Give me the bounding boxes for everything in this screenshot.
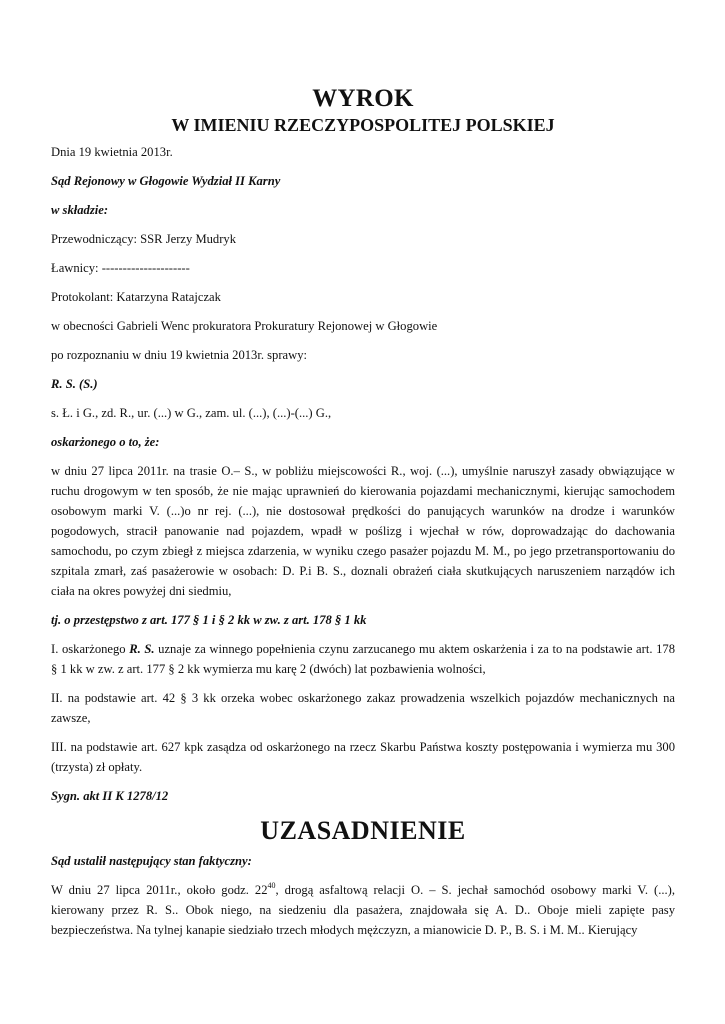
facts-paragraph-start: W dniu 27 lipca 2011r., około godz. 22	[51, 883, 268, 897]
verdict-item-3: III. na podstawie art. 627 kpk zasądza od oskarżonego na rzecz Skarbu Państwa koszty postępowania i wymierza mu 300 (trzysta) zł opłaty.	[51, 740, 675, 774]
composition-label: w składzie:	[51, 203, 109, 217]
charge-text: w dniu 27 lipca 2011r. na trasie O.– S., w pobliżu miejscowości R., woj. (...), umyślnie naruszył zasady obwiązujące w ruchu drogowym w ten sposób, że nie mając uprawnień do kierowania pojazdami mechanicznymi, kierując samochodem osobowym marki V. (...)o nr rej. (...), nie dostosował prędkości do panujących warunków na drodze i warunków pogodowych, stracił panowanie nad pojazdem, wpadł w poślizg i wjechał w rów, doprowadzając do dachowania samochodu, po czym zbiegł z miejsca zdarzenia, w wyniku czego pasażer pojazdu M. M., po jego przetransportowaniu do szpitala zmarł, zaś pasażerowie w osobach: D. P.i B. S., doznali obrażeń ciała skutkujących naruszeniem narządów ich ciała na okres powyżej dni siedmiu,	[51, 464, 675, 598]
facts-paragraph	[51, 880, 675, 940]
document-title: WYROK	[312, 85, 414, 112]
document-subtitle: W IMIENIU RZECZYPOSPOLITEJ POLSKIEJ	[171, 115, 555, 135]
document-page	[51, 84, 675, 949]
defendant-details: s. Ł. i G., zd. R., ur. (...) w G., zam. ul. (...), (...)-(...) G.,	[51, 406, 332, 420]
verdict-item-2: II. na podstawie art. 42 § 3 kk orzeka wobec oskarżonego zakaz prowadzenia wszelkich pojazdów mechanicznych na zawsze,	[51, 691, 675, 725]
verdict-item-1-defendant: R. S.	[129, 642, 155, 656]
facts-paragraph-rest: , drogą asfaltową relacji O. – S. jechał samochód osobowy marki V. (...), kierowany przez R. S.. Obok niego, na siedzeniu dla pasażera, znajdowała się A. D.. Oboje mieli zapięte pasy bezpieczeństwa. Na tylnej kanapie siedziało trzech młodych mężczyzn, a mianowicie D. P., B. S. i M. M.. Kierujący	[51, 883, 675, 937]
hearing-line: po rozpoznaniu w dniu 19 kwietnia 2013r. sprawy:	[51, 348, 308, 362]
facts-label: Sąd ustalił następujący stan faktyczny:	[51, 854, 252, 868]
prosecutor-line: w obecności Gabrieli Wenc prokuratora Prokuratury Rejonowej w Głogowie	[51, 319, 438, 333]
verdict-item-1	[51, 639, 675, 679]
case-signature: Sygn. akt II K 1278/12	[51, 789, 169, 803]
charge-label: oskarżonego o to, że:	[51, 435, 160, 449]
court-name: Sąd Rejonowy w Głogowie Wydział II Karny	[51, 174, 281, 188]
verdict-item-1-prefix: I. oskarżonego	[51, 642, 130, 656]
date-line: Dnia 19 kwietnia 2013r.	[51, 145, 173, 159]
verdict-item-1-text: uznaje za winnego popełnienia czynu zarzucanego mu aktem oskarżenia i za to na podstawie art. 178 § 1 kk w zw. z art. 177 § 2 kk wymierza mu karę 2 (dwóch) lat pozbawienia wolności,	[51, 642, 675, 676]
lay-judges-line: Ławnicy: ---------------------	[51, 261, 190, 275]
justification-heading: UZASADNIENIE	[260, 816, 466, 845]
defendant-name: R. S. (S.)	[51, 377, 98, 391]
clerk-line: Protokolant: Katarzyna Ratajczak	[51, 290, 221, 304]
chair-line: Przewodniczący: SSR Jerzy Mudryk	[51, 232, 237, 246]
time-superscript: 40	[267, 881, 276, 890]
offence-line: tj. o przestępstwo z art. 177 § 1 i § 2 kk w zw. z art. 178 § 1 kk	[51, 613, 367, 627]
